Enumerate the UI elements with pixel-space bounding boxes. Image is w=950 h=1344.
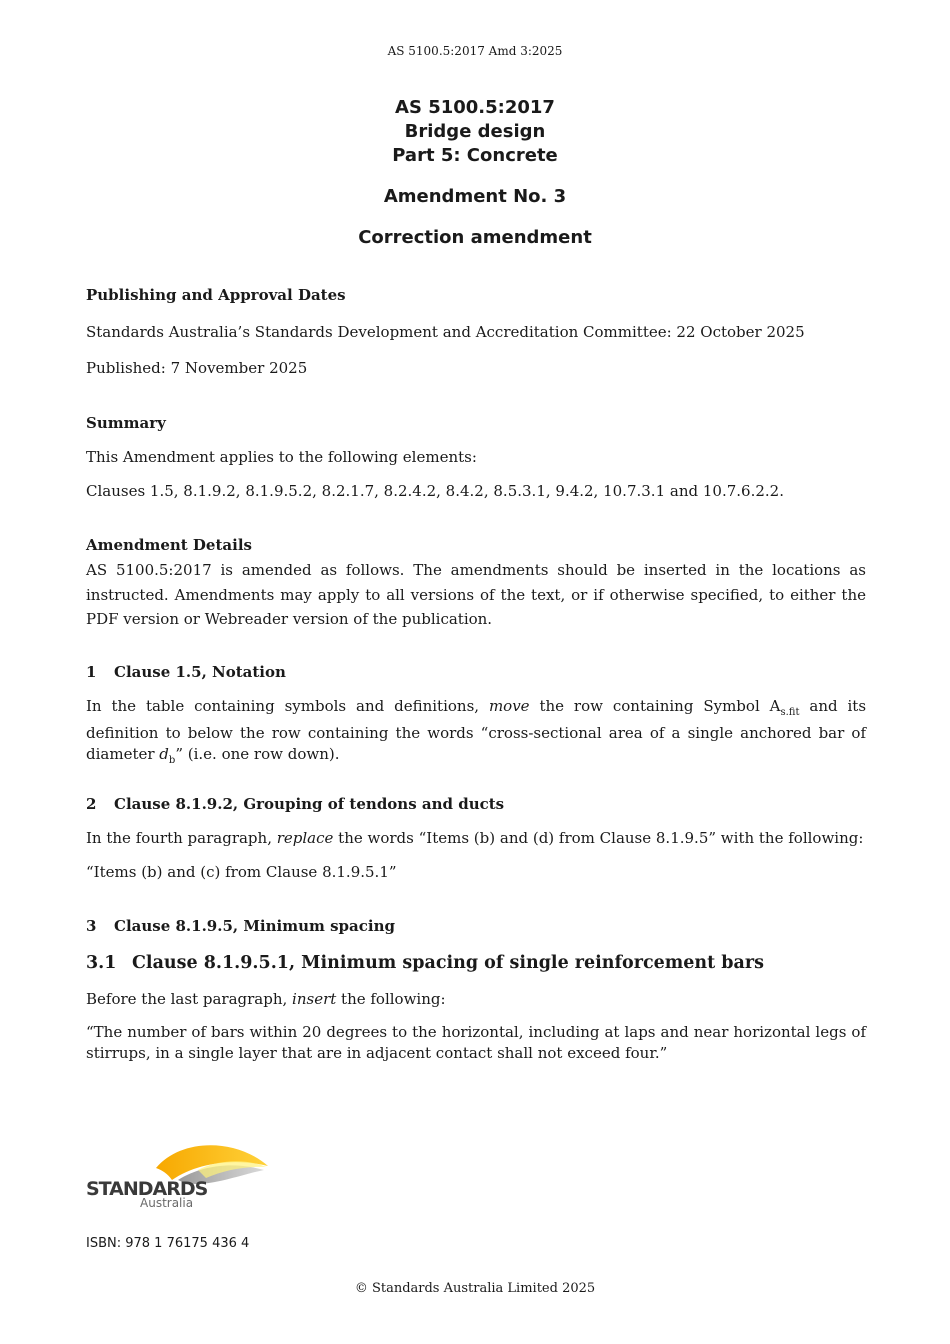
- logo-wordmark: STANDARDS: [86, 1178, 208, 1200]
- section-1-heading: [86, 661, 866, 683]
- details-text: AS 5100.5:2017 is amended as follows. The amendments should be inserted in the locations as instructed. Amendments may apply to all versions of the text, or if otherwise specified, to either the PDF version or Webreader version of the publication.: [86, 561, 866, 628]
- section-3-1-text: Before the last paragraph, insert the following:: [86, 990, 446, 1008]
- section-number: 2: [86, 795, 97, 813]
- summary-heading: Summary: [86, 414, 166, 432]
- logo-subword: Australia: [140, 1196, 194, 1210]
- section-2-text: In the fourth paragraph, replace the words “Items (b) and (d) from Clause 8.1.9.5” with the following:: [86, 829, 864, 847]
- section-2-heading: [86, 793, 866, 815]
- section-3-1-quote: “The number of bars within 20 degrees to the horizontal, including at laps and near horizontal legs of stirrups, in a single layer that are in adjacent contact shall not exceed four.”: [86, 1023, 866, 1062]
- instruction-verb: insert: [292, 990, 337, 1008]
- standard-number: AS 5100.5:2017: [395, 97, 555, 118]
- summary-clauses: Clauses 1.5, 8.1.9.2, 8.1.9.5.2, 8.2.1.7, 8.2.4.2, 8.4.2, 8.5.3.1, 9.4.2, 10.7.3.1 and 10.7.6.2.2.: [86, 482, 784, 500]
- section-title: Clause 1.5, Notation: [114, 663, 286, 681]
- details-heading: Amendment Details: [86, 536, 252, 554]
- instruction-verb: move: [488, 697, 530, 715]
- section-number: 3: [86, 917, 97, 935]
- title-block: [0, 96, 950, 168]
- amendment-type: Correction amendment: [358, 227, 592, 248]
- instruction-verb: replace: [276, 829, 334, 847]
- committee-date: Standards Australia’s Standards Development and Accreditation Committee: 22 October 2025: [86, 323, 805, 341]
- section-title: Clause 8.1.9.5.1, Minimum spacing of single reinforcement bars: [132, 953, 764, 973]
- section-2-quote: “Items (b) and (c) from Clause 8.1.9.5.1”: [86, 863, 397, 881]
- published-date: Published: 7 November 2025: [86, 359, 308, 377]
- section-number: 1: [86, 663, 97, 681]
- isbn: ISBN: 978 1 76175 436 4: [86, 1236, 250, 1251]
- amendment-number: Amendment No. 3: [383, 186, 567, 207]
- standard-part: Part 5: Concrete: [392, 145, 558, 166]
- summary-intro: This Amendment applies to the following elements:: [86, 448, 477, 466]
- publishing-heading: Publishing and Approval Dates: [86, 286, 346, 304]
- section-3-heading: [86, 915, 866, 937]
- footer-copyright: © Standards Australia Limited 2025: [354, 1281, 596, 1296]
- section-1-text: In the table containing symbols and definitions, move the row containing Symbol $A_{s.fit}$ and its definition to below the row containing the words “cross-sectional area of a single anchored bar of diameter $d_b$” (i.e. one row down).: [86, 697, 867, 766]
- section-3-1-heading: [86, 952, 866, 974]
- standards-australia-logo: [86, 1140, 276, 1212]
- running-header: AS 5100.5:2017 Amd 3:2025: [387, 44, 563, 58]
- section-title: Clause 8.1.9.5, Minimum spacing: [114, 917, 395, 935]
- section-number: 3.1: [86, 953, 117, 973]
- section-title: Clause 8.1.9.2, Grouping of tendons and ducts: [114, 795, 505, 813]
- standard-title: Bridge design: [404, 121, 546, 142]
